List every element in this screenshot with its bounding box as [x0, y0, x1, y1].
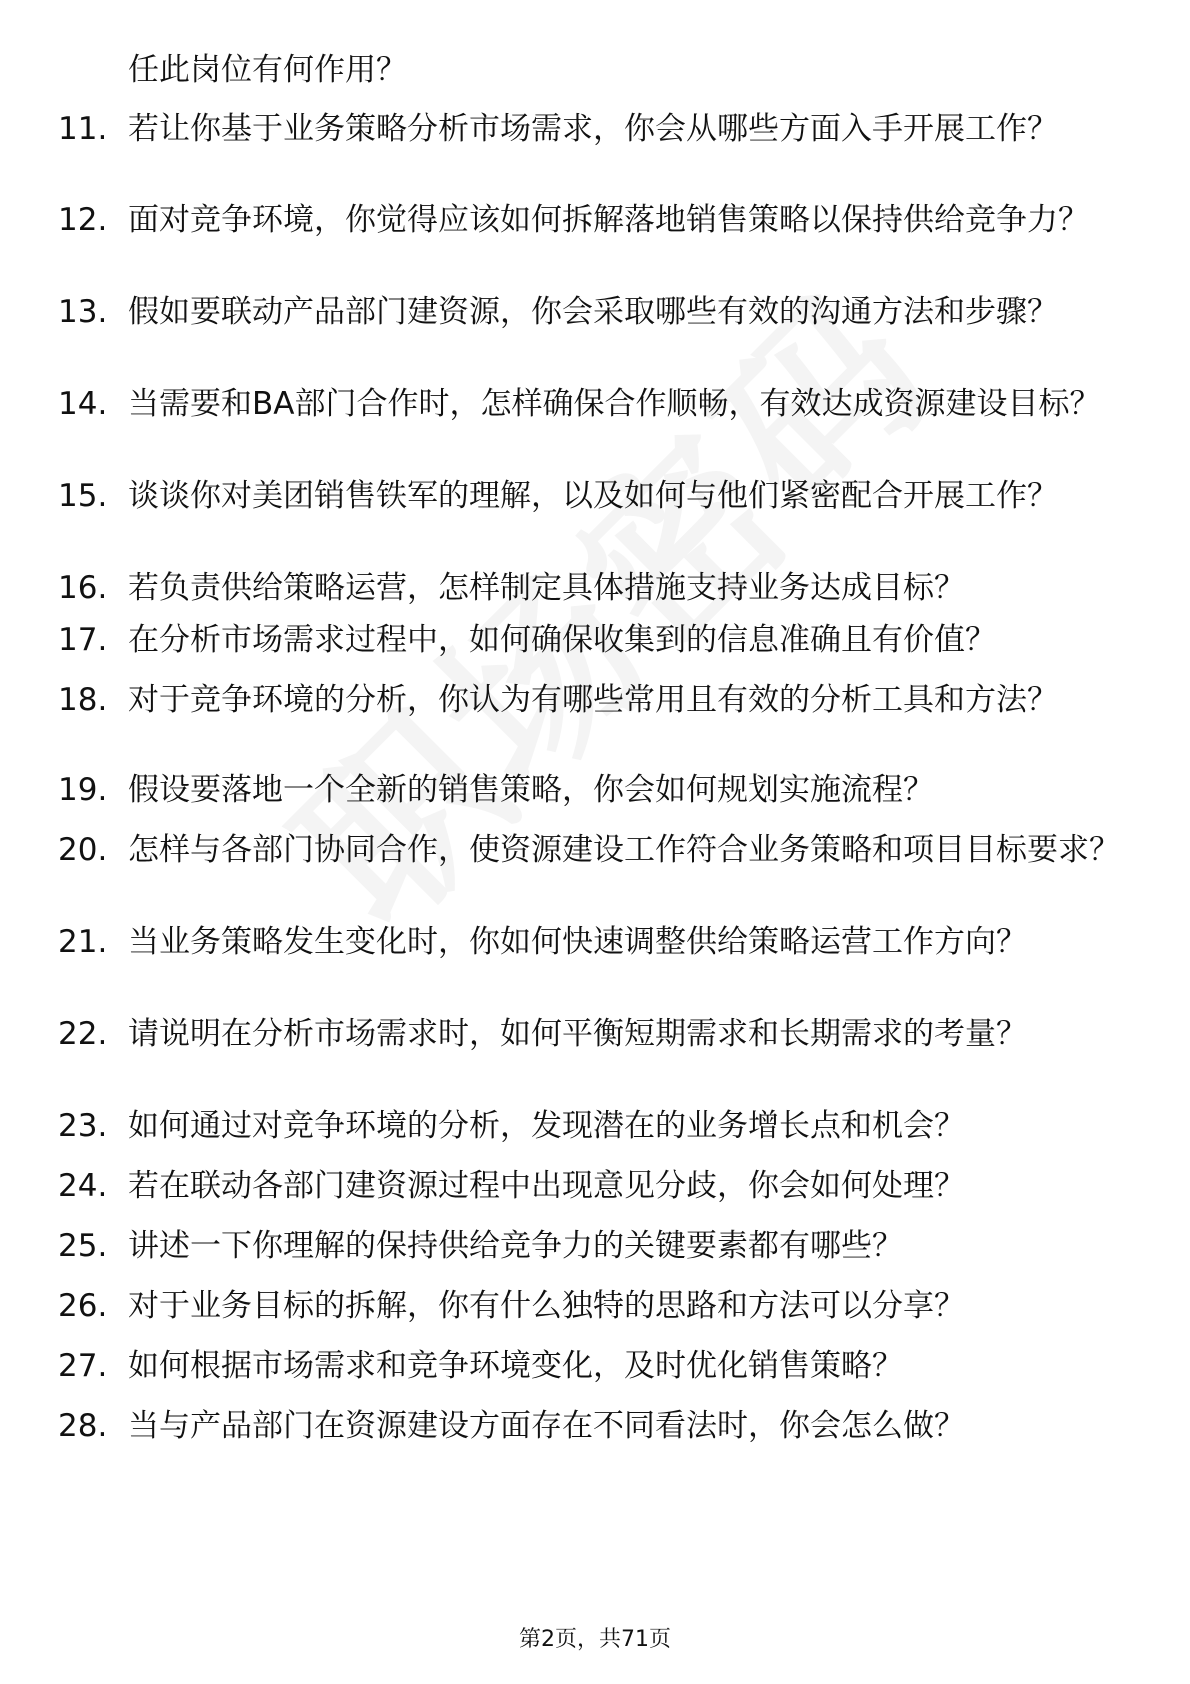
- continuation-text: 任此岗位有何作用？: [128, 52, 407, 88]
- question-number: 11.: [58, 111, 108, 147]
- question-number: 14.: [58, 386, 108, 422]
- question-number: 24.: [58, 1168, 108, 1204]
- question-text: 在分析市场需求过程中，如何确保收集到的信息准确且有价值？: [128, 622, 996, 658]
- question-number: 21.: [58, 924, 108, 960]
- question-number: 28.: [58, 1408, 108, 1444]
- question-number: 15.: [58, 478, 108, 514]
- question-number: 20.: [58, 832, 108, 868]
- question-number: 18.: [58, 682, 108, 718]
- question-number: 17.: [58, 622, 108, 658]
- question-text: 面对竞争环境，你觉得应该如何拆解落地销售策略以保持供给竞争力？: [128, 202, 1089, 238]
- question-number: 23.: [58, 1108, 108, 1144]
- question-text: 当业务策略发生变化时，你如何快速调整供给策略运营工作方向？: [128, 924, 1027, 960]
- question-number: 25.: [58, 1228, 108, 1264]
- page-footer: 第2页，共71页: [519, 1627, 671, 1652]
- question-number: 27.: [58, 1348, 108, 1384]
- question-number: 16.: [58, 570, 108, 606]
- question-number: 22.: [58, 1016, 108, 1052]
- question-text: 请说明在分析市场需求时，如何平衡短期需求和长期需求的考量？: [128, 1016, 1027, 1052]
- question-text: 怎样与各部门协同合作，使资源建设工作符合业务策略和项目目标要求？: [128, 832, 1120, 868]
- question-text: 讲述一下你理解的保持供给竞争力的关键要素都有哪些？: [128, 1228, 903, 1264]
- question-text: 如何通过对竞争环境的分析，发现潜在的业务增长点和机会？: [128, 1108, 965, 1144]
- question-text: 若负责供给策略运营，怎样制定具体措施支持业务达成目标？: [128, 570, 965, 606]
- question-text: 若在联动各部门建资源过程中出现意见分歧，你会如何处理？: [128, 1168, 965, 1204]
- question-text: 对于业务目标的拆解，你有什么独特的思路和方法可以分享？: [128, 1288, 965, 1324]
- question-number: 26.: [58, 1288, 108, 1324]
- question-number: 12.: [58, 202, 108, 238]
- question-text: 假设要落地一个全新的销售策略，你会如何规划实施流程？: [128, 772, 934, 808]
- question-text: 若让你基于业务策略分析市场需求，你会从哪些方面入手开展工作？: [128, 111, 1058, 147]
- question-number: 13.: [58, 294, 108, 330]
- question-text: 谈谈你对美团销售铁军的理解，以及如何与他们紧密配合开展工作？: [128, 478, 1058, 514]
- question-text: 当与产品部门在资源建设方面存在不同看法时，你会怎么做？: [128, 1408, 965, 1444]
- question-text: 当需要和BA部门合作时，怎样确保合作顺畅，有效达成资源建设目标？: [128, 386, 1101, 422]
- question-text: 对于竞争环境的分析，你认为有哪些常用且有效的分析工具和方法？: [128, 682, 1058, 718]
- question-text: 如何根据市场需求和竞争环境变化，及时优化销售策略？: [128, 1348, 903, 1384]
- question-number: 19.: [58, 772, 108, 808]
- question-text: 假如要联动产品部门建资源，你会采取哪些有效的沟通方法和步骤？: [128, 294, 1058, 330]
